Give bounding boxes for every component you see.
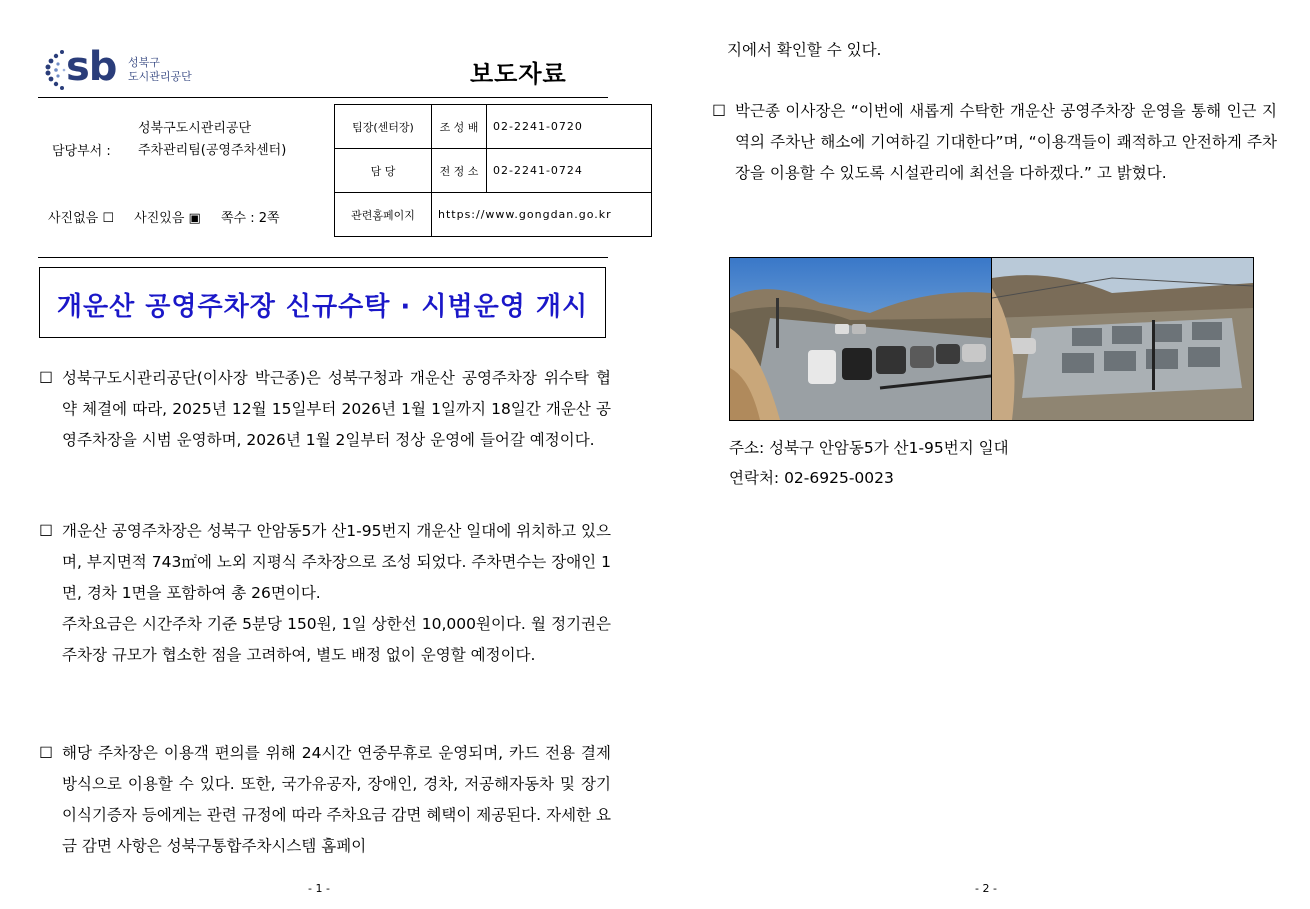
paragraph <box>39 516 611 671</box>
headline: 개운산 공영주차장 신규수탁 · 시범운영 개시 <box>56 292 589 322</box>
contact-name: 조 성 배 <box>432 105 487 149</box>
contact-phone: 02-2241-0724 <box>487 149 652 193</box>
department-org: 성북구도시관리공단 <box>138 121 252 136</box>
department-team: 주차관리팀(공영주차센터) <box>138 143 287 158</box>
address-caption: 주소: 성북구 안암동5가 산1-95번지 일대 <box>729 439 1009 457</box>
logo-line1: 성북구 <box>128 56 160 69</box>
parking-lot-photos <box>729 257 1254 421</box>
paragraph-text: 해당 주차장은 이용객 편의를 위해 24시간 연중무휴로 운영되며, 카드 전용 결제 방식으로 이용할 수 있다. 또한, 국가유공자, 장애인, 경차, 저공해자동차 및 장기이식기증자 등에게는 관련 규정에 따라 주차요금 감면 혜택이 제공된다. 자세한 요금 감면 사항은 성북구통합주차시스템 홈페이 <box>62 744 611 855</box>
table-row <box>335 193 652 237</box>
page-number: - 2 - <box>975 882 997 895</box>
contact-role: 담 당 <box>335 149 432 193</box>
press-release-title: 보도자료 <box>470 60 567 88</box>
bullet-box-icon: ☐ <box>39 369 53 387</box>
homepage-link[interactable]: https://www.gongdan.go.kr <box>432 193 652 237</box>
contact-table <box>334 104 652 237</box>
paragraph-text: 개운산 공영주차장은 성북구 안암동5가 산1-95번지 개운산 일대에 위치하고 있으며, 부지면적 743㎡에 노외 지평식 주차장으로 조성 되었다. 주차면수는 장애인 1면, 경차 1면을 포함하여 총 26면이다. <box>62 522 611 602</box>
divider <box>38 97 608 98</box>
contact-name: 전 정 소 <box>432 149 487 193</box>
homepage-label: 관련홈페이지 <box>335 193 432 237</box>
paragraph-text: 주차요금은 시간주차 기준 5분당 150원, 1일 상한선 10,000원이다. 월 정기권은 주차장 규모가 협소한 점을 고려하여, 별도 배정 없이 운영할 예정이다. <box>62 615 611 664</box>
paragraph <box>39 738 611 862</box>
logo-text <box>128 56 192 84</box>
divider <box>38 257 608 258</box>
phone-caption: 연락처: 02-6925-0023 <box>729 469 894 487</box>
page-number: - 1 - <box>308 882 330 895</box>
no-photo-label: 사진없음 ☐ <box>48 211 115 226</box>
contact-phone: 02-2241-0720 <box>487 105 652 149</box>
paragraph <box>39 363 611 456</box>
bullet-box-icon: ☐ <box>39 744 53 762</box>
paragraph-text: 성북구도시관리공단(이사장 박근종)은 성북구청과 개운산 공영주차장 위수탁 협약 체결에 따라, 2025년 12월 15일부터 2026년 1월 1일까지 18일간 개운산 공영주차장을 시범 운영하며, 2026년 1월 2일부터 정상 운영에 들어갈 예정이다. <box>62 369 611 449</box>
contact-role: 팀장(센터장) <box>335 105 432 149</box>
logo-line2: 도시관리공단 <box>128 70 192 83</box>
page-count-label: 쪽수 : 2쪽 <box>220 211 280 226</box>
has-photo-label: 사진있음 ▣ <box>134 211 201 226</box>
logo-mark: sb <box>66 44 117 90</box>
continuation-text: 지에서 확인할 수 있다. <box>727 41 882 59</box>
logo <box>42 46 202 92</box>
parking-photo-2 <box>992 258 1253 420</box>
department-label: 담당부서 : <box>52 144 111 159</box>
page-2 <box>655 0 1310 909</box>
photo-info <box>48 207 296 226</box>
headline-box <box>39 267 606 338</box>
table-row <box>335 149 652 193</box>
bullet-box-icon: ☐ <box>39 522 53 540</box>
paragraph-text: 박근종 이사장은 “이번에 새롭게 수탁한 개운산 공영주차장 운영을 통해 인근 지역의 주차난 해소에 기여하길 기대한다”며, “이용객들이 쾌적하고 안전하게 주차장을 이용할 수 있도록 시설관리에 최선을 다하겠다.” 고 밝혔다. <box>735 102 1277 182</box>
bullet-box-icon: ☐ <box>712 102 726 120</box>
parking-photo-1 <box>730 258 992 420</box>
department-name <box>138 118 286 162</box>
table-row <box>335 105 652 149</box>
paragraph <box>712 96 1277 189</box>
